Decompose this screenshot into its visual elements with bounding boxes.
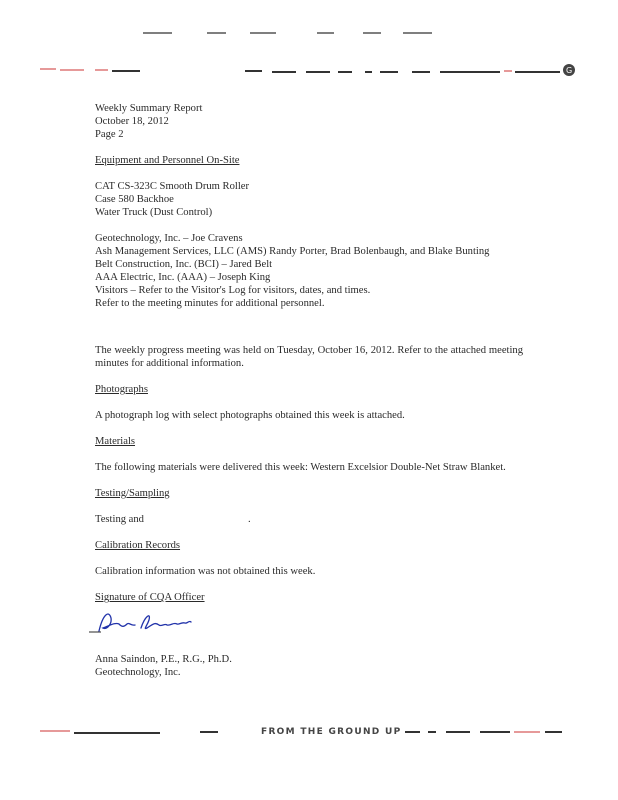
personnel-item: Ash Management Services, LLC (AMS) Randy Porter, Brad Bolenbaugh, and Blake Bunting — [95, 246, 490, 257]
report-date: October 18, 2012 — [95, 116, 169, 127]
report-body — [95, 102, 535, 679]
personnel-item: Belt Construction, Inc. (BCI) – Jared Belt — [95, 259, 273, 270]
personnel-item: AAA Electric, Inc. (AAA) – Joseph King — [95, 272, 271, 283]
equipment-heading: Equipment and Personnel On-Site — [95, 155, 240, 166]
personnel-item: Refer to the meeting minutes for additional personnel. — [95, 298, 325, 309]
signature-block — [95, 604, 535, 640]
signer-name: Anna Saindon, P.E., R.G., Ph.D. — [95, 654, 232, 665]
testing-text-end: . — [247, 514, 251, 525]
photographs-text: A photograph log with select photographs obtained this week is attached. — [95, 410, 405, 421]
signer-company: Geotechnology, Inc. — [95, 667, 181, 678]
testing-text — [95, 513, 535, 526]
calibration-text: Calibration information was not obtained this week. — [95, 566, 316, 577]
photographs-heading: Photographs — [95, 384, 148, 395]
page-number: Page 2 — [95, 129, 124, 140]
meeting-paragraph: The weekly progress meeting was held on Tuesday, October 16, 2012. Refer to the attached meeting minutes for additional information. — [95, 345, 523, 369]
personnel-item: Geotechnology, Inc. – Joe Cravens — [95, 233, 243, 244]
equipment-item: Water Truck (Dust Control) — [95, 207, 213, 218]
equipment-item: CAT CS-323C Smooth Drum Roller — [95, 181, 250, 192]
materials-heading: Materials — [95, 436, 136, 447]
report-title: Weekly Summary Report — [95, 103, 203, 114]
header-rule — [0, 62, 618, 78]
footer-slogan: FROM THE GROUND UP — [258, 727, 405, 737]
testing-heading: Testing/Sampling — [95, 488, 170, 499]
redacted-region — [144, 514, 248, 525]
svg-text:G: G — [566, 66, 573, 75]
personnel-item: Visitors – Refer to the Visitor's Log for visitors, dates, and times. — [95, 285, 371, 296]
testing-text-start: Testing and — [95, 514, 144, 525]
signature-heading: Signature of CQA Officer — [95, 592, 205, 603]
handwritten-signature — [89, 604, 229, 640]
materials-text: The following materials were delivered this week: Western Excelsior Double-Net Straw Blanket. — [95, 462, 506, 473]
scan-marks — [0, 30, 618, 36]
equipment-item: Case 580 Backhoe — [95, 194, 174, 205]
calibration-heading: Calibration Records — [95, 540, 181, 551]
